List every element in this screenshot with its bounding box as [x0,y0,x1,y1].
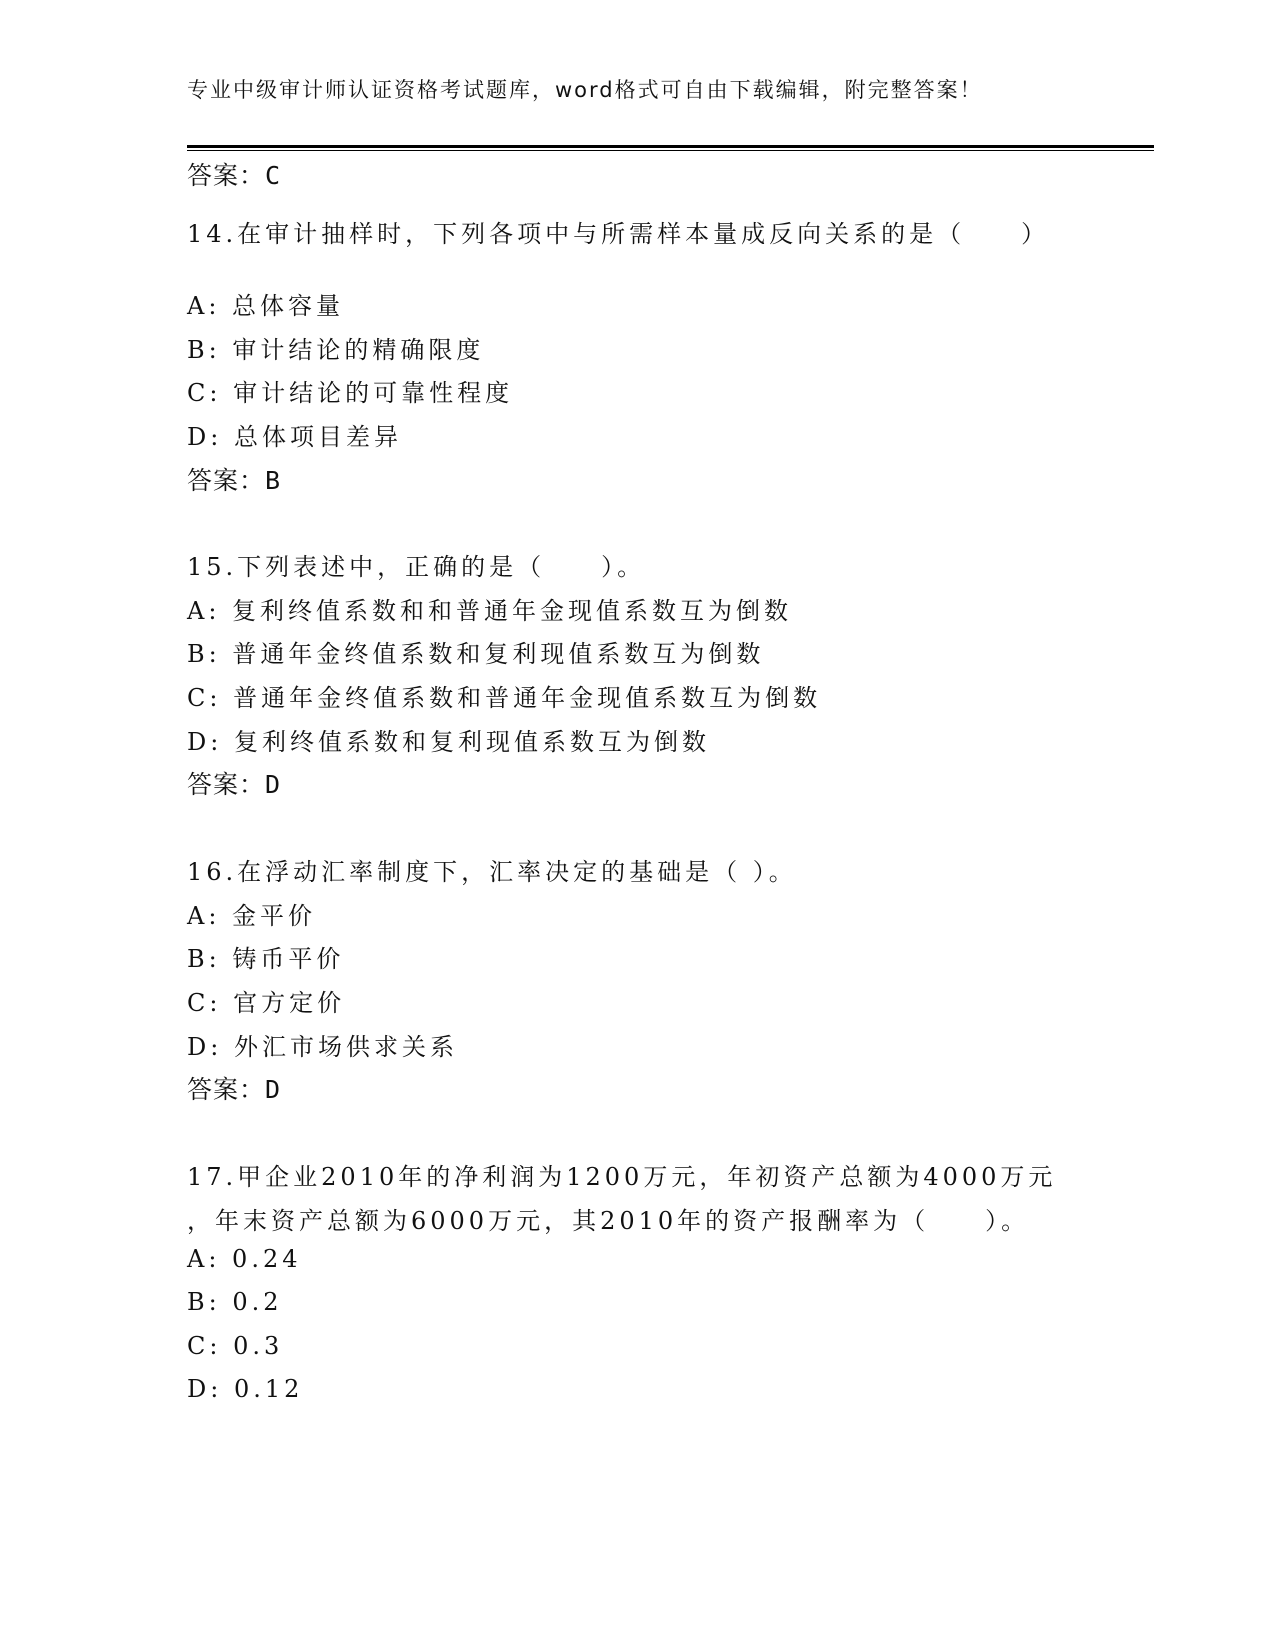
option-a: A: 复利终值系数和和普通年金现值系数互为倒数 [187,597,793,625]
answer-value: C [265,161,282,190]
answer-value: D [265,770,282,799]
option-b: B: 0.2 [187,1288,283,1316]
answer-label: 答案： [187,161,266,190]
option-d: D: 0.12 [187,1375,304,1403]
option-c: C: 审计结论的可靠性程度 [187,379,514,407]
question-stem-line-2: ，年末资产总额为6000万元，其2010年的资产报酬率为（ ）。 [187,1207,1030,1235]
option-c: C: 官方定价 [187,989,346,1017]
answer-line [187,1070,281,1106]
option-b: B: 铸币平价 [187,945,345,973]
option-d: D: 外汇市场供求关系 [187,1033,458,1061]
option-d: D: 总体项目差异 [187,423,402,451]
option-c: C: 普通年金终值系数和普通年金现值系数互为倒数 [187,684,822,712]
answer-label: 答案： [187,466,266,495]
option-c: C: 0.3 [187,1332,284,1360]
question-stem: 15.下列表述中，正确的是（ ）。 [187,553,646,581]
answer-line [187,461,281,497]
question-stem-line-1: 17.甲企业2010年的净利润为1200万元，年初资产总额为4000万元 [187,1163,1057,1191]
option-a: A: 金平价 [187,902,317,930]
header-rule-thin [187,150,1154,151]
option-b: B: 审计结论的精确限度 [187,336,485,364]
answer-line [187,765,281,801]
answer-line [187,156,281,192]
question-stem: 14.在审计抽样时，下列各项中与所需样本量成反向关系的是（ ） [187,220,1050,248]
option-b: B: 普通年金终值系数和复利现值系数互为倒数 [187,640,765,668]
answer-label: 答案： [187,1075,266,1104]
answer-value: D [265,1075,282,1104]
option-a: A: 总体容量 [187,292,345,320]
option-d: D: 复利终值系数和复利现值系数互为倒数 [187,728,710,756]
question-stem: 16.在浮动汇率制度下，汇率决定的基础是（ ）。 [187,858,797,886]
page-header: 专业中级审计师认证资格考试题库，word格式可自由下载编辑，附完整答案！ [187,78,983,102]
header-rule [187,145,1154,148]
answer-label: 答案： [187,770,266,799]
option-a: A: 0.24 [187,1245,302,1273]
answer-value: B [265,466,282,495]
